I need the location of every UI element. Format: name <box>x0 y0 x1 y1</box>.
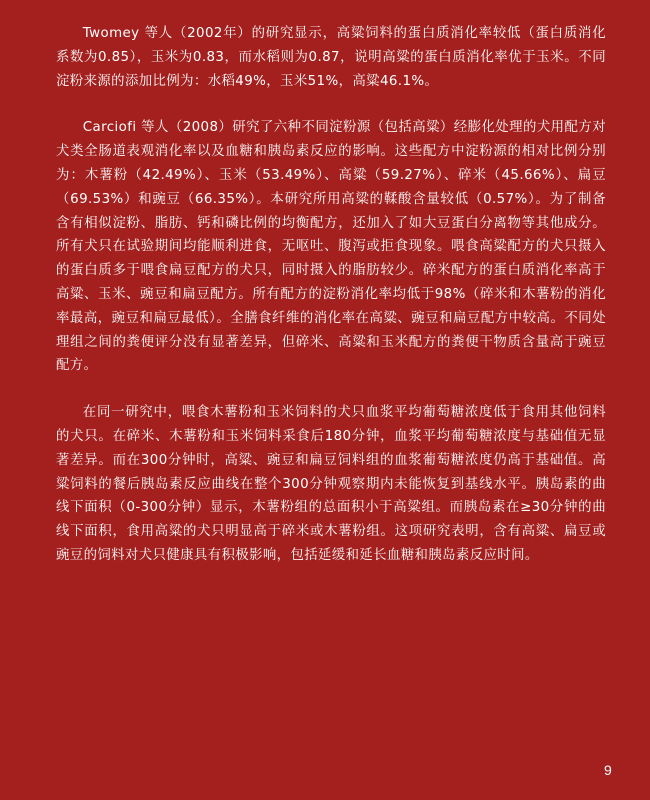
document-body <box>56 22 606 591</box>
paragraph-carciofi-study: Carciofi 等人（2008）研究了六种不同淀粉源（包括高粱）经膨化处理的犬用配方对犬类全肠道表观消化率以及血糖和胰岛素反应的影响。这些配方中淀粉源的相对比例分别为：木薯粉（42.49%）、玉米（53.49%）、高粱（59.27%）、碎米（45.66%）、扁豆（69.53%）和豌豆（66.35%）。本研究所用高粱的鞣酸含量较低（0.57%）。为了制备含有相似淀粉、脂肪、钙和磷比例的均衡配方，还加入了如大豆蛋白分离物等其他成分。所有犬只在试验期间均能顺利进食，无呕吐、腹泻或拒食现象。喂食高粱配方的犬只摄入的蛋白质多于喂食扁豆配方的犬只，同时摄入的脂肪较少。碎米配方的蛋白质消化率高于高粱、玉米、豌豆和扁豆配方。所有配方的淀粉消化率均低于98%（碎米和木薯粉的消化率最高，豌豆和扁豆最低）。全膳食纤维的消化率在高粱、豌豆和扁豆配方中较高。不同处理组之间的粪便评分没有显著差异，但碎米、高粱和玉米配方的粪便干物质含量高于豌豆配方。 <box>56 120 606 374</box>
paragraph-twomey-study: Twomey 等人（2002年）的研究显示，高粱饲料的蛋白质消化率较低（蛋白质消化系数为0.85），玉米为0.83，而水稻则为0.87，说明高粱的蛋白质消化率优于玉米。不同淀粉来源的添加比例为：水稻49%，玉米51%，高粱46.1%。 <box>56 26 606 89</box>
paragraph-glucose-insulin-results: 在同一研究中，喂食木薯粉和玉米饲料的犬只血浆平均葡萄糖浓度低于食用其他饲料的犬只。在碎米、木薯粉和玉米饲料采食后180分钟，血浆平均葡萄糖浓度与基础值无显著差异。而在300分钟时，高粱、豌豆和扁豆饲料组的血浆葡萄糖浓度仍高于基础值。高粱饲料的餐后胰岛素反应曲线在整个300分钟观察期内未能恢复到基线水平。胰岛素的曲线下面积（0-300分钟）显示，木薯粉组的总面积小于高粱组。而胰岛素在≥30分钟的曲线下面积，食用高粱的犬只明显高于碎米或木薯粉组。这项研究表明，含有高粱、扁豆或豌豆的饲料对犬只健康具有积极影响，包括延缓和延长血糖和胰岛素反应时间。 <box>56 405 606 563</box>
page-number: 9 <box>604 762 612 778</box>
